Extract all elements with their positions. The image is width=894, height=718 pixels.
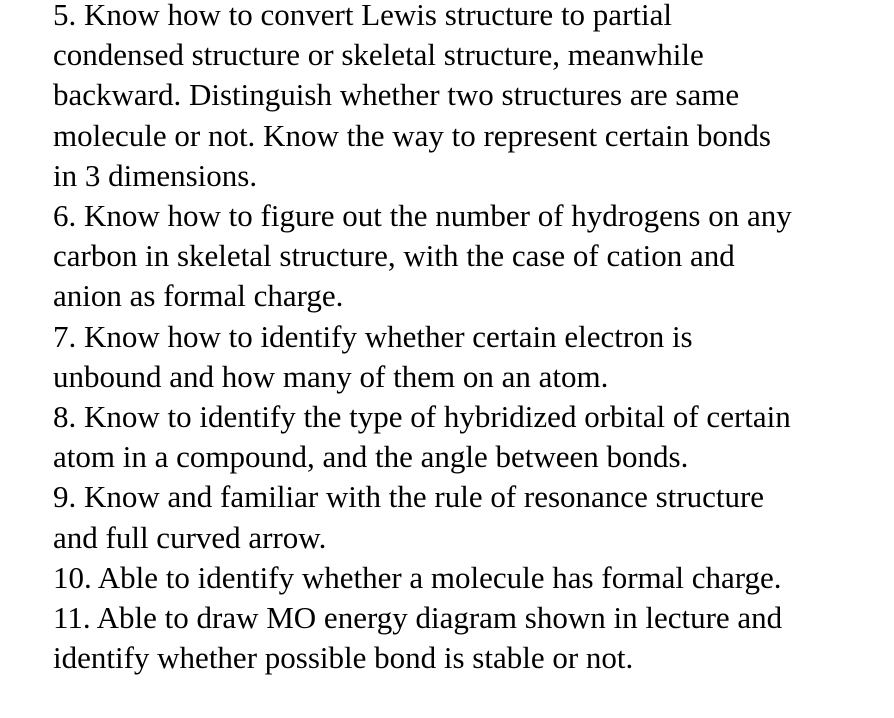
item-11-line-1: 11. Able to draw MO energy diagram shown in lecture and: [53, 600, 783, 636]
item-8-line-1: 8. Know to identify the type of hybridized orbital of certain: [53, 399, 791, 435]
item-5-line-4: molecule or not. Know the way to represent certain bonds: [53, 117, 771, 153]
item-6-line-2: carbon in skeletal structure, with the case of cation and: [53, 238, 735, 274]
item-8-line-2: atom in a compound, and the angle between bonds.: [53, 439, 689, 475]
item-9-line-2: and full curved arrow.: [53, 519, 327, 555]
item-6-line-1: 6. Know how to figure out the number of hydrogens on any: [53, 198, 792, 234]
item-5-line-2: condensed structure or skeletal structure, meanwhile: [53, 37, 704, 73]
item-5-line-1: 5. Know how to convert Lewis structure to partial: [53, 0, 672, 32]
document-text: [53, 0, 883, 678]
item-9-line-1: 9. Know and familiar with the rule of resonance structure: [53, 479, 765, 515]
item-10-line-1: 10. Able to identify whether a molecule has formal charge.: [53, 559, 782, 595]
item-7-line-1: 7. Know how to identify whether certain electron is: [53, 318, 693, 354]
item-5-line-5: in 3 dimensions.: [53, 157, 258, 193]
item-7-line-2: unbound and how many of them on an atom.: [53, 358, 609, 394]
item-6-line-3: anion as formal charge.: [53, 278, 344, 314]
item-5-line-3: backward. Distinguish whether two structures are same: [53, 77, 740, 113]
item-11-line-2: identify whether possible bond is stable or not.: [53, 640, 634, 676]
